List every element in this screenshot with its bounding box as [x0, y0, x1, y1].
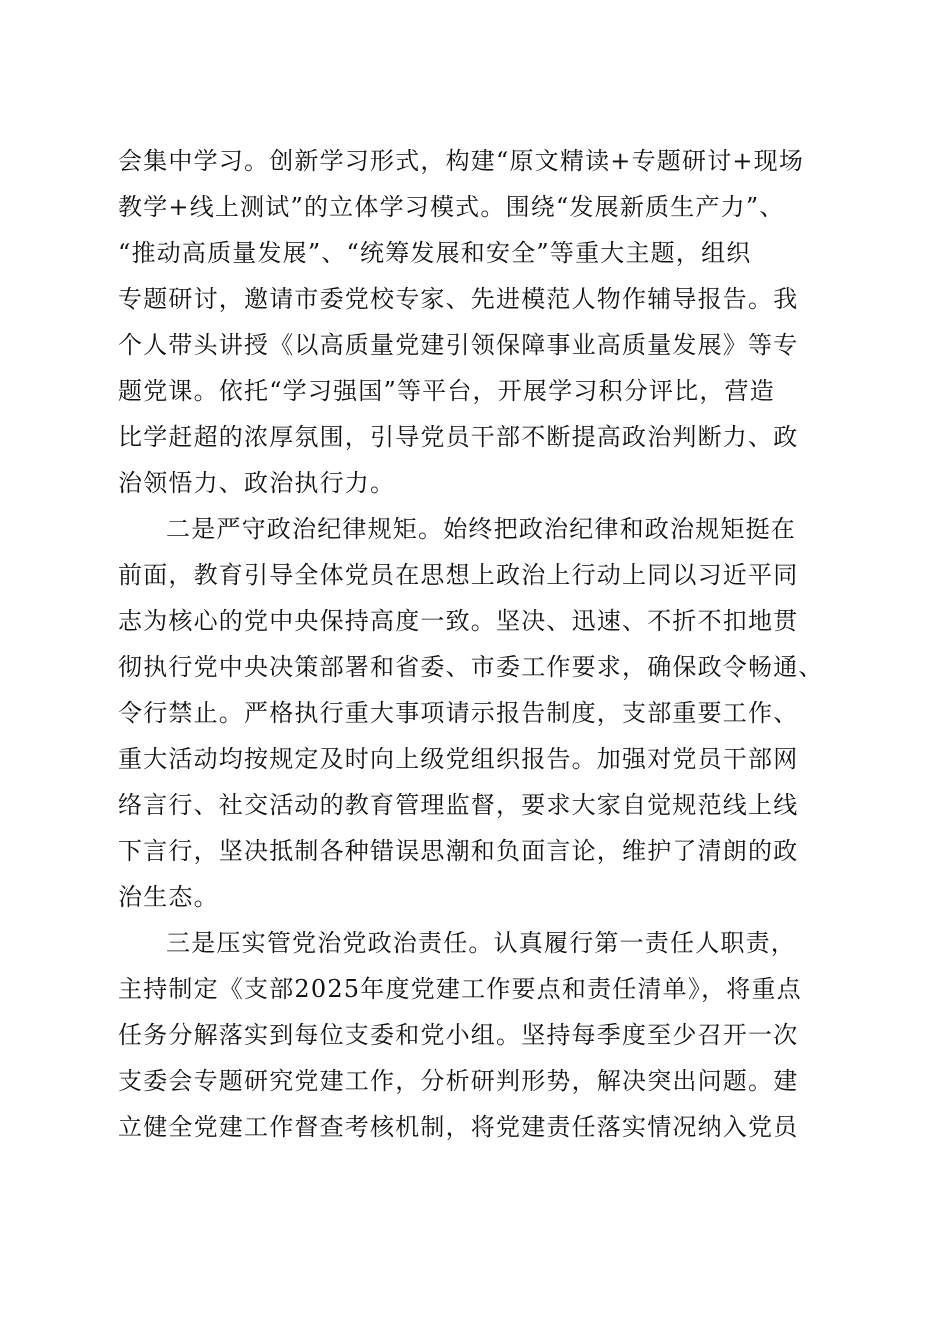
text-line: 治生态。 — [118, 883, 219, 911]
text-line: 任务分解落实到每位支委和党小组。坚持每季度至少召开一次 — [118, 1021, 799, 1049]
text-line: 支委会专题研究党建工作，分析研判形势，解决突出问题。建 — [118, 1067, 799, 1095]
text-line: “推动高质量发展”、“统筹发展和安全”等重大主题，组织 — [118, 239, 752, 267]
text-line: 络言行、社交活动的教育管理监督，要求大家自觉规范线上线 — [118, 791, 799, 819]
text-line: 重大活动均按规定及时向上级党组织报告。加强对党员干部网 — [118, 745, 799, 773]
text-line: 主持制定《支部2025年度党建工作要点和责任清单》，将重点 — [118, 975, 802, 1003]
text-line: 比学赶超的浓厚氛围，引导党员干部不断提高政治判断力、政 — [118, 423, 799, 451]
text-line: 前面，教育引导全体党员在思想上政治上行动上同以习近平同 — [118, 561, 799, 589]
paragraph-2-first-line: 二是严守政治纪律规矩。始终把政治纪律和政治规矩挺在 — [166, 515, 796, 543]
text-line: 彻执行党中央决策部署和省委、市委工作要求，确保政令畅通、 — [118, 653, 824, 681]
text-line: 个人带头讲授《以高质量党建引领保障事业高质量发展》等专 — [118, 331, 799, 359]
text-line: 治领悟力、政治执行力。 — [118, 469, 396, 497]
text-line: 会集中学习。创新学习形式，构建“原文精读+专题研讨+现场 — [118, 147, 805, 175]
paragraph-3-first-line: 三是压实管党治党政治责任。认真履行第一责任人职责， — [166, 929, 796, 957]
text-line: 教学+线上测试”的立体学习模式。围绕“发展新质生产力”、 — [118, 193, 785, 221]
text-line: 令行禁止。严格执行重大事项请示报告制度，支部重要工作、 — [118, 699, 799, 727]
text-line: 下言行，坚决抵制各种错误思潮和负面言论，维护了清朗的政 — [118, 837, 799, 865]
text-line: 志为核心的党中央保持高度一致。坚决、迅速、不折不扣地贯 — [118, 607, 799, 635]
text-line: 题党课。依托“学习强国”等平台，开展学习积分评比，营造 — [118, 377, 775, 405]
text-line: 专题研讨，邀请市委党校专家、先进模范人物作辅导报告。我 — [118, 285, 799, 313]
text-line: 立健全党建工作督查考核机制，将党建责任落实情况纳入党员 — [118, 1113, 799, 1141]
